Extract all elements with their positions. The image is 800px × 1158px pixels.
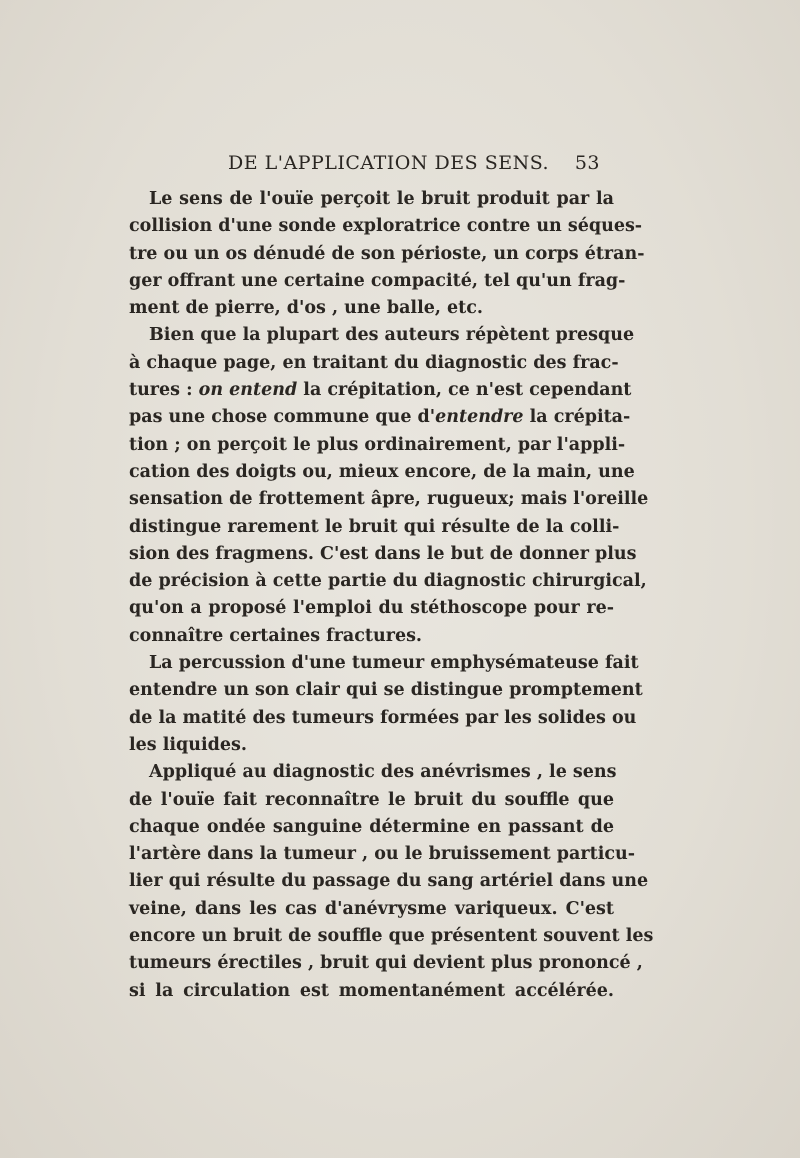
text-line: ger offrant une certaine compacité, tel qu'un frag-: [129, 270, 626, 291]
text-line: les liquides.: [129, 734, 247, 755]
text-line: connaître certaines fractures.: [129, 625, 423, 646]
text-line: si la circulation est momentanément accélérée.: [129, 980, 614, 1001]
chapter-title: DE L'APPLICATION DES SENS.: [228, 152, 550, 174]
text-line: de précision à cette partie du diagnostic chirurgical,: [129, 571, 647, 592]
text-line: veine, dans les cas d'anévrysme variqueux. C'est: [129, 898, 614, 919]
text-line: Appliqué au diagnostic des anévrismes , le sens: [149, 762, 617, 783]
text-line: lier qui résulte du passage du sang artériel dans une: [129, 871, 649, 892]
text-line: tures : on entend la crépitation, ce n'est cependant: [129, 380, 632, 401]
text-line: cation des doigts ou, mieux encore, de la main, une: [129, 461, 635, 482]
text-line: encore un bruit de souffle que présentent souvent les: [129, 926, 654, 947]
text-line: de l'ouïe fait reconnaître le bruit du souffle que: [129, 789, 614, 810]
text-line: tre ou un os dénudé de son périoste, un corps étran-: [129, 243, 645, 264]
text-line: chaque ondée sanguine détermine en passant de: [129, 816, 614, 837]
text-line: distingue rarement le bruit qui résulte de la colli-: [129, 516, 620, 537]
text-line: sensation de frottement âpre, rugueux; mais l'oreille: [129, 489, 649, 510]
text-line: entendre un son clair qui se distingue promptement: [129, 680, 643, 701]
italic-phrase: entendre: [435, 407, 524, 428]
page-number: 53: [574, 152, 600, 174]
text-line: tion ; on perçoit le plus ordinairement, par l'appli-: [129, 434, 626, 455]
text-line: Le sens de l'ouïe perçoit le bruit produit par la: [149, 189, 614, 209]
text-line: de la matité des tumeurs formées par les solides ou: [129, 707, 637, 728]
text-line: tumeurs érectiles , bruit qui devient plus prononcé ,: [129, 953, 643, 974]
text-line: ment de pierre, d'os , une balle, etc.: [129, 298, 484, 319]
text-line: collision d'une sonde exploratrice contre un séques-: [129, 216, 643, 237]
text-line: l'artère dans la tumeur , ou le bruissement particu-: [129, 844, 635, 865]
text-line: sion des fragmens. C'est dans le but de donner plus: [129, 543, 637, 564]
body-text: [129, 186, 654, 1005]
text-line: à chaque page, en traitant du diagnostic des frac-: [129, 352, 619, 373]
text-line: Bien que la plupart des auteurs répètent presque: [149, 325, 635, 346]
text-line: pas une chose commune que d'entendre la crépita-: [129, 407, 631, 428]
text-line: qu'on a proposé l'emploi du stéthoscope pour re-: [129, 598, 614, 619]
italic-phrase: on entend: [198, 380, 298, 401]
text-line: La percussion d'une tumeur emphysémateuse fait: [149, 653, 639, 674]
